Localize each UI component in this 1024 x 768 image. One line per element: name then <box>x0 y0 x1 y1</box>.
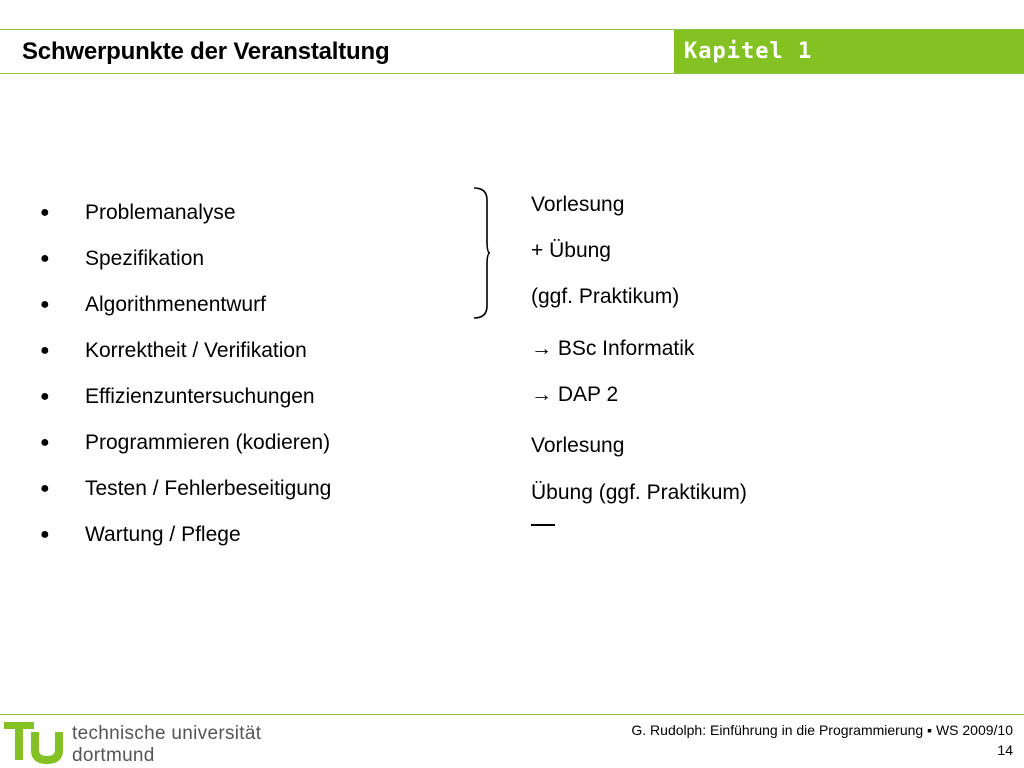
slide-header <box>0 29 1024 74</box>
bullet-icon: ● <box>40 526 50 543</box>
right-line-uebung-praktikum: Übung (ggf. Praktikum) <box>531 481 747 504</box>
university-name-line2: dortmund <box>72 745 155 766</box>
bullet-icon: ● <box>40 204 50 221</box>
em-dash <box>531 524 555 526</box>
bullet-icon: ● <box>40 342 50 359</box>
topic-label: Algorithmenentwurf <box>85 293 266 316</box>
topic-label: Problemanalyse <box>85 201 236 224</box>
bullet-icon: ● <box>40 296 50 313</box>
topic-label: Spezifikation <box>85 247 205 270</box>
university-name-line1: technische universität <box>72 723 262 744</box>
right-line-vorlesung-2: Vorlesung <box>531 434 625 457</box>
footer-divider <box>0 714 1024 715</box>
page-number: 14 <box>997 742 1013 758</box>
topic-label: Programmieren (kodieren) <box>85 431 331 454</box>
right-line-dap: → DAP 2 <box>531 383 619 406</box>
right-line-bsc: → BSc Informatik <box>531 337 695 360</box>
slide-title: Schwerpunkte der Veranstaltung <box>22 38 390 65</box>
right-line-vorlesung: Vorlesung <box>531 193 625 216</box>
bullet-icon: ● <box>40 388 50 405</box>
footer-reference: G. Rudolph: Einführung in die Programmierung ▪ WS 2009/10 <box>631 722 1013 738</box>
chapter-banner <box>674 30 1024 73</box>
right-line-uebung: + Übung <box>531 239 611 262</box>
topic-label: Testen / Fehlerbeseitigung <box>85 477 332 500</box>
right-line-praktikum: (ggf. Praktikum) <box>531 285 680 308</box>
topic-label: Effizienzuntersuchungen <box>85 385 315 408</box>
curly-brace-icon <box>470 186 492 320</box>
bullet-icon: ● <box>40 480 50 497</box>
topic-label: Wartung / Pflege <box>85 523 241 546</box>
bullet-icon: ● <box>40 434 50 451</box>
bullet-icon: ● <box>40 250 50 267</box>
tu-logo-icon <box>4 718 66 766</box>
topic-label: Korrektheit / Verifikation <box>85 339 307 362</box>
chapter-label: Kapitel 1 <box>684 39 813 64</box>
